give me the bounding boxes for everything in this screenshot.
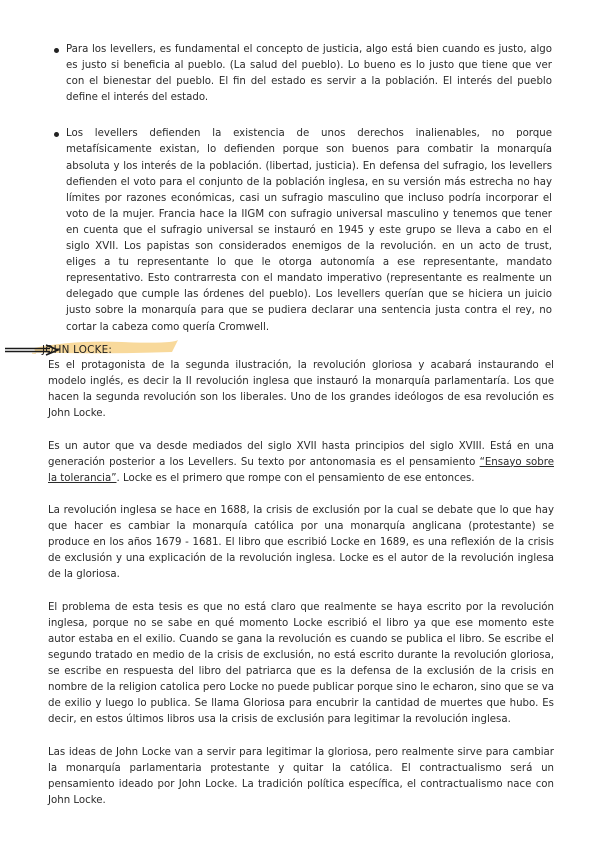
bullet-list (66, 42, 552, 336)
paragraph-1: Es el protagonista de la segunda ilustración, la revolución gloriosa y acabará instaurando el modelo inglés, es decir la II revolución inglesa que instauró la monarquía parlamentaría. Los que hacen la segunda revolución son los liberales. Uno de los grandes ideólogos de esa revolución es John Locke. (48, 360, 554, 420)
bullet-item-rights: Los levellers defienden la existencia de unos derechos inalienables, no porque metafísicamente existan, lo defienden porque son buenos para combatir la monarquía absoluta y los interés de la población. (libertad, justicia). En defensa del sufragio, los levellers defienden el voto para el conjunto de la población inglesa, en su versión más estrecha no hay límites por razones económicas, casi un sufragio masculino que incluso podría incorporar el voto de la mujer. Francia hace la IIGM con sufragio universal masculino y tenemos que tener en cuenta que el sufragio universal se instauró en 1945 y este grupo se lleva a cabo en el siglo XVII. Los papistas son considerados enemigos de la revolución. en un acto de trust, eliges a tu representante lo que le otorga autonomía a ese representante, mandato representativo. Esto contrarresta con el mandato imperativo (representante es realmente un delegado que cumple las órdenes del pueblo). Los levellers querían que se hiciera un juicio justo sobre la monarquía para que se pudiera declarar una sentencia justa contra el rey, no cortar la cabeza como quería Cromwell. (66, 126, 552, 335)
section-heading-row (4, 342, 304, 358)
bullet-item-justice: Para los levellers, es fundamental el concepto de justicia, algo está bien cuando es justo, algo es justo si beneficia al pueblo. (La salud del pueblo). Lo bueno es lo justo que tiene que ver con el bienestar del pueblo. El fin del estado es servir a la población. El interés del pueblo define el interés del estado. (66, 42, 552, 106)
section-body (48, 358, 554, 825)
paragraph-2 (48, 439, 554, 487)
paragraph-5: Las ideas de John Locke van a servir para legitimar la gloriosa, pero realmente sirve para cambiar la monarquía parlamentaria protestante y quitar la católica. El contractualismo será un pensamiento ideado por John Locke. La tradición política específica, el contractualismo nace con John Locke. (48, 746, 554, 806)
section-heading: JOHN LOCKE: (42, 344, 113, 356)
paragraph-4: El problema de esta tesis es que no está claro que realmente se haya escrito por la revolución inglesa, porque no se sabe en qué momento Locke escribió el libro ya que ese momento este autor estaba en el exilio. Cuando se gana la revolución es cuando se publica el libro. Se escribe el segundo tratado en medio de la crisis de exclusión, no está escrito durante la revolución gloriosa, se escribe en respuesta del libro del patriarca que es la defensa de la exclusión de la crisis en nombre de la religion catolica pero Locke no puede publicar porque sino le echaron, sino que se va de exilio y luego lo publica. Se llama Gloriosa para encubrir la cantidad de muertes que hubo. Es decir, en estos últimos libros usa la crisis de exclusión para legitimar la revolución inglesa. (48, 601, 554, 726)
essay-title-link: “Ensayo sobre la tolerancia” (48, 456, 554, 484)
paragraph-3: La revolución inglesa se hace en 1688, la crisis de exclusión por la cual se debate que lo que hay que hacer es cambiar la monarquía católica por una monarquía anglicana (protestante) se produce en los años 1679 - 1681. El libro que escribió Locke en 1689, es una reflexión de la crisis de exclusión y una explicación de la revolución inglesa. Locke es el autor de la revolución inglesa de la gloriosa. (48, 505, 554, 581)
paragraph-2-text-b: . Locke es el primero que rompe con el pensamiento de ese entonces. (116, 472, 475, 484)
paragraph-2-text-a: Es un autor que va desde mediados del siglo XVII hasta principios del siglo XVIII. Está en una generación posterior a los Levellers. Su texto por antonomasia es el pensamiento (48, 440, 554, 468)
